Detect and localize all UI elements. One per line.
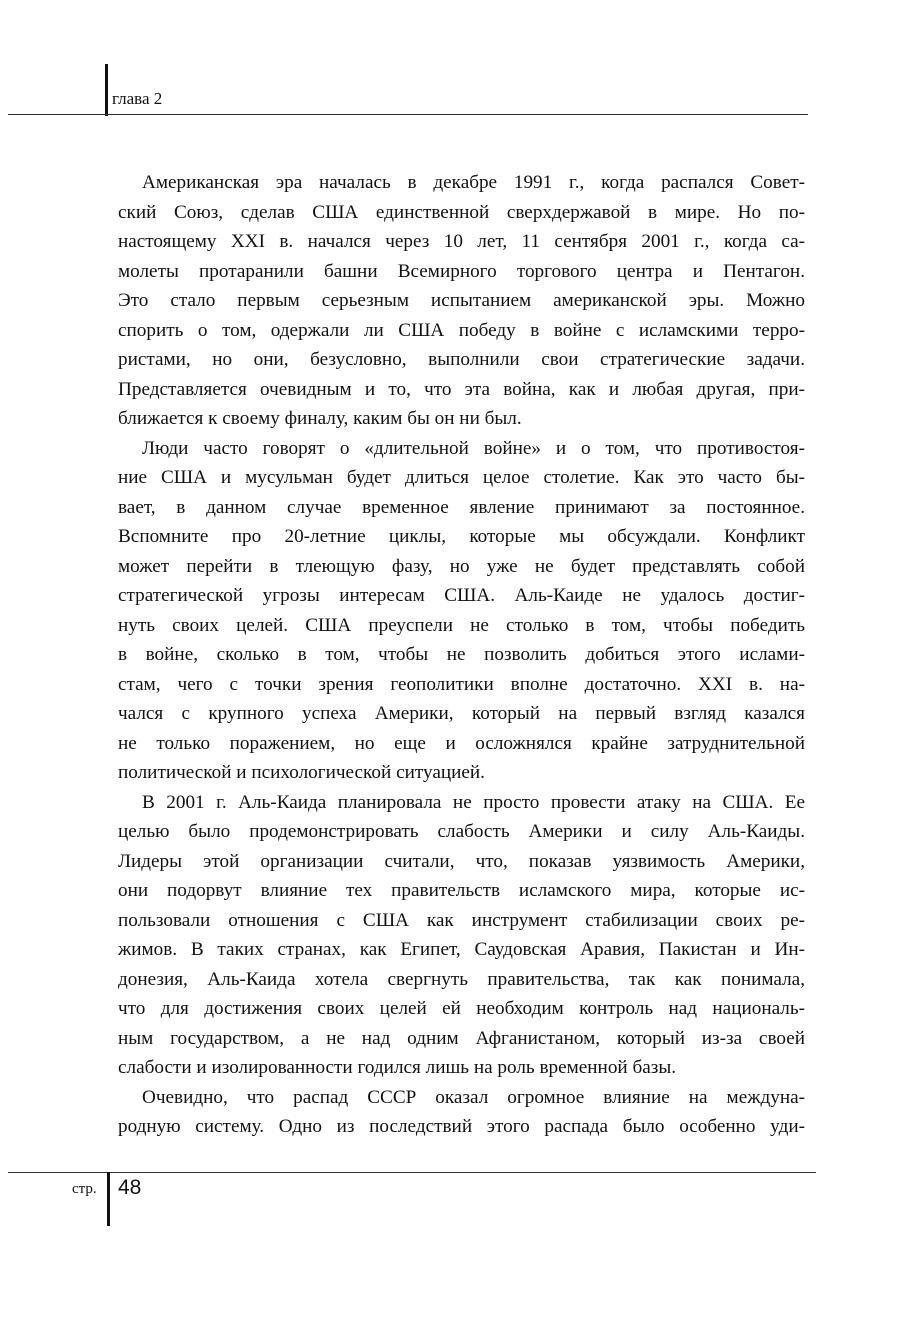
text-line: Люди часто говорят о «длительной войне» и о том, что противостоя- bbox=[142, 437, 805, 459]
text-line: молеты протаранили башни Всемирного торгового центра и Пентагон. bbox=[118, 260, 805, 282]
text-line: ние США и мусульман будет длиться целое столетие. Как это часто бы- bbox=[118, 467, 805, 488]
header-rule-vertical bbox=[105, 64, 108, 116]
page-number: 48 bbox=[118, 1176, 142, 1199]
footer-rule bbox=[8, 1172, 816, 1173]
text-line: стратегической угрозы интересам США. Аль-Каиде не удалось достиг- bbox=[118, 585, 805, 606]
text-line: слабости и изолированности годился лишь на роль временной базы. bbox=[118, 1057, 677, 1078]
chapter-heading: глава 2 bbox=[112, 89, 163, 108]
text-line: что для достижения своих целей ей необходим контроль над националь- bbox=[118, 998, 805, 1019]
text-line: стам, чего с точки зрения геополитики вполне достаточно. XXI в. на- bbox=[118, 673, 805, 695]
page-label: стр. bbox=[72, 1181, 97, 1197]
text-line: нуть своих целей. США преуспели не столько в том, чтобы победить bbox=[118, 614, 805, 636]
text-line: донезия, Аль-Каида хотела свергнуть правительства, так как понимала, bbox=[118, 968, 805, 990]
text-line: в войне, сколько в том, чтобы не позволить добиться этого ислами- bbox=[118, 644, 805, 665]
paragraph bbox=[118, 788, 805, 1083]
paragraph bbox=[118, 434, 805, 788]
text-line: спорить о том, одержали ли США победу в войне с исламскими терро- bbox=[118, 319, 805, 341]
text-line: жимов. В таких странах, как Египет, Саудовская Аравия, Пакистан и Ин- bbox=[118, 939, 805, 960]
text-line: пользовали отношения с США как инструмент стабилизации своих ре- bbox=[118, 909, 805, 931]
text-line: может перейти в тлеющую фазу, но уже не будет представлять собой bbox=[118, 555, 805, 577]
text-line: ристами, но они, безусловно, выполнили свои стратегические задачи. bbox=[118, 349, 805, 370]
footer-rule-vertical bbox=[107, 1172, 110, 1226]
text-line: они подорвут влияние тех правительств исламского мира, которые ис- bbox=[118, 880, 805, 901]
text-line: ным государством, а не над одним Афганистаном, который из-за своей bbox=[118, 1027, 805, 1049]
text-line: настоящему XXI в. начался через 10 лет, 11 сентября 2001 г., когда са- bbox=[118, 231, 805, 252]
text-line: В 2001 г. Аль-Каида планировала не просто провести атаку на США. Ее bbox=[142, 791, 805, 813]
text-line: Вспомните про 20-летние циклы, которые мы обсуждали. Конфликт bbox=[118, 526, 805, 547]
text-line: ский Союз, сделав США единственной сверхдержавой в мире. Но по- bbox=[118, 201, 805, 223]
text-line: политической и психологической ситуацией. bbox=[118, 762, 485, 783]
paragraph bbox=[118, 168, 805, 434]
header-rule bbox=[8, 114, 808, 115]
text-line: Американская эра началась в декабре 1991 г., когда распался Совет- bbox=[142, 172, 805, 193]
text-line: не только поражением, но еще и осложнялся крайне затруднительной bbox=[118, 732, 805, 754]
text-line: вает, в данном случае временное явление принимают за постоянное. bbox=[118, 496, 805, 518]
text-line: ближается к своему финалу, каким бы он ни был. bbox=[118, 408, 522, 429]
body-text bbox=[118, 168, 805, 1142]
text-line: чался с крупного успеха Америки, который на первый взгляд казался bbox=[118, 703, 805, 724]
text-line: Лидеры этой организации считали, что, показав уязвимость Америки, bbox=[118, 850, 805, 872]
paragraph bbox=[118, 1083, 805, 1142]
text-line: Это стало первым серьезным испытанием американской эры. Можно bbox=[118, 290, 805, 311]
text-line: Представляется очевидным и то, что эта война, как и любая другая, при- bbox=[118, 378, 805, 400]
text-line: целью было продемонстрировать слабость Америки и силу Аль-Каиды. bbox=[118, 821, 805, 842]
text-line: Очевидно, что распад СССР оказал огромное влияние на междуна- bbox=[142, 1086, 805, 1108]
text-line: родную систему. Одно из последствий этого распада было особенно уди- bbox=[118, 1116, 805, 1137]
